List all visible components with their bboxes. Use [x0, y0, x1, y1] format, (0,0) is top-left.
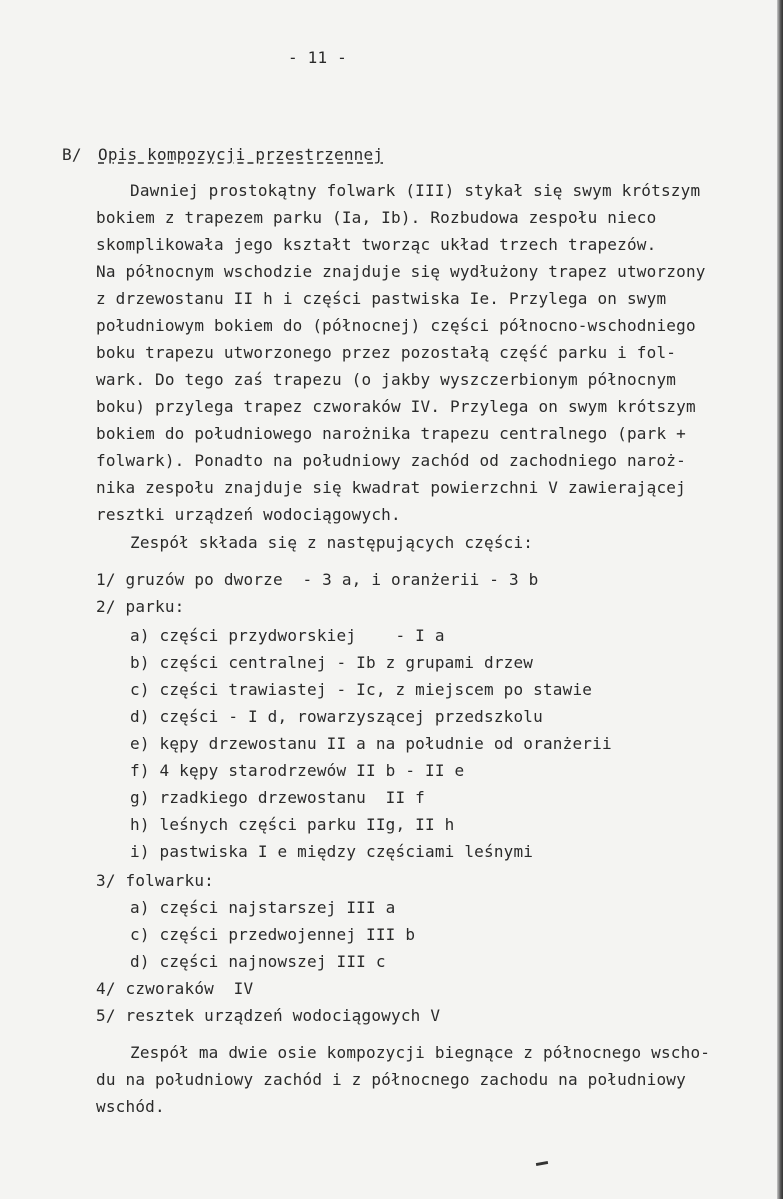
paragraph-line: bokiem do południowego narożnika trapezu centralnego (park +: [96, 424, 686, 443]
paragraph-line: boku trapezu utworzonego przez pozostałą część parku i fol-: [96, 343, 677, 362]
stray-mark: [536, 1161, 548, 1166]
list-subitem: h) leśnych części parku IIg, II h: [130, 815, 455, 834]
list-item: 5/ resztek urządzeń wodociągowych V: [96, 1006, 441, 1025]
paragraph-line: skomplikowała jego kształt tworząc układ trzech trapezów.: [96, 235, 657, 254]
list-subitem: f) 4 kępy starodrzewów II b - II e: [130, 761, 465, 780]
section-number: B/: [62, 145, 82, 164]
paragraph-line: resztki urządzeń wodociągowych.: [96, 505, 401, 524]
list-subitem: d) części - I d, rowarzyszącej przedszkolu: [130, 707, 543, 726]
list-subitem: d) części najnowszej III c: [130, 952, 386, 971]
paragraph-line: z drzewostanu II h i części pastwiska Ie. Przylega on swym: [96, 289, 667, 308]
paragraph-line: południowym bokiem do (północnej) części północno-wschodniego: [96, 316, 696, 335]
paragraph-line: Dawniej prostokątny folwark (III) stykał się swym krótszym: [130, 181, 701, 200]
paragraph-line: wschód.: [96, 1097, 165, 1116]
list-subitem: a) części najstarszej III a: [130, 898, 396, 917]
list-subitem: i) pastwiska I e między częściami leśnymi: [130, 842, 534, 861]
list-item: 2/ parku:: [96, 597, 185, 616]
list-subitem: a) części przydworskiej - I a: [130, 626, 445, 645]
paragraph-line: wark. Do tego zaś trapezu (o jakby wyszczerbionym północnym: [96, 370, 677, 389]
paragraph-line: folwark). Ponadto na południowy zachód od zachodniego naroż-: [96, 451, 686, 470]
list-item: 1/ gruzów po dworze - 3 a, i oranżerii - 3 b: [96, 570, 539, 589]
paragraph-line: du na południowy zachód i z północnego zachodu na południowy: [96, 1070, 686, 1089]
paragraph-line: nika zespołu znajduje się kwadrat powierzchni V zawierającej: [96, 478, 686, 497]
section-title: Opis kompozycji przestrzennej: [98, 145, 384, 164]
list-intro: Zespół składa się z następujących części:: [130, 533, 534, 552]
list-subitem: b) części centralnej - Ib z grupami drzew: [130, 653, 534, 672]
list-subitem: e) kępy drzewostanu II a na południe od oranżerii: [130, 734, 612, 753]
page-edge-shadow: [777, 0, 783, 1199]
list-subitem: g) rzadkiego drzewostanu II f: [130, 788, 425, 807]
paragraph-line: Zespół ma dwie osie kompozycji biegnące z północnego wscho-: [130, 1043, 711, 1062]
list-subitem: c) części trawiastej - Ic, z miejscem po stawie: [130, 680, 593, 699]
paragraph-line: bokiem z trapezem parku (Ia, Ib). Rozbudowa zespołu nieco: [96, 208, 657, 227]
list-item: 3/ folwarku:: [96, 871, 214, 890]
paragraph-line: boku) przylega trapez czworaków IV. Przylega on swym krótszym: [96, 397, 696, 416]
paragraph-line: Na północnym wschodzie znajduje się wydłużony trapez utworzony: [96, 262, 706, 281]
page-number: - 11 -: [288, 48, 347, 67]
list-item: 4/ czworaków IV: [96, 979, 254, 998]
list-subitem: c) części przedwojennej III b: [130, 925, 416, 944]
